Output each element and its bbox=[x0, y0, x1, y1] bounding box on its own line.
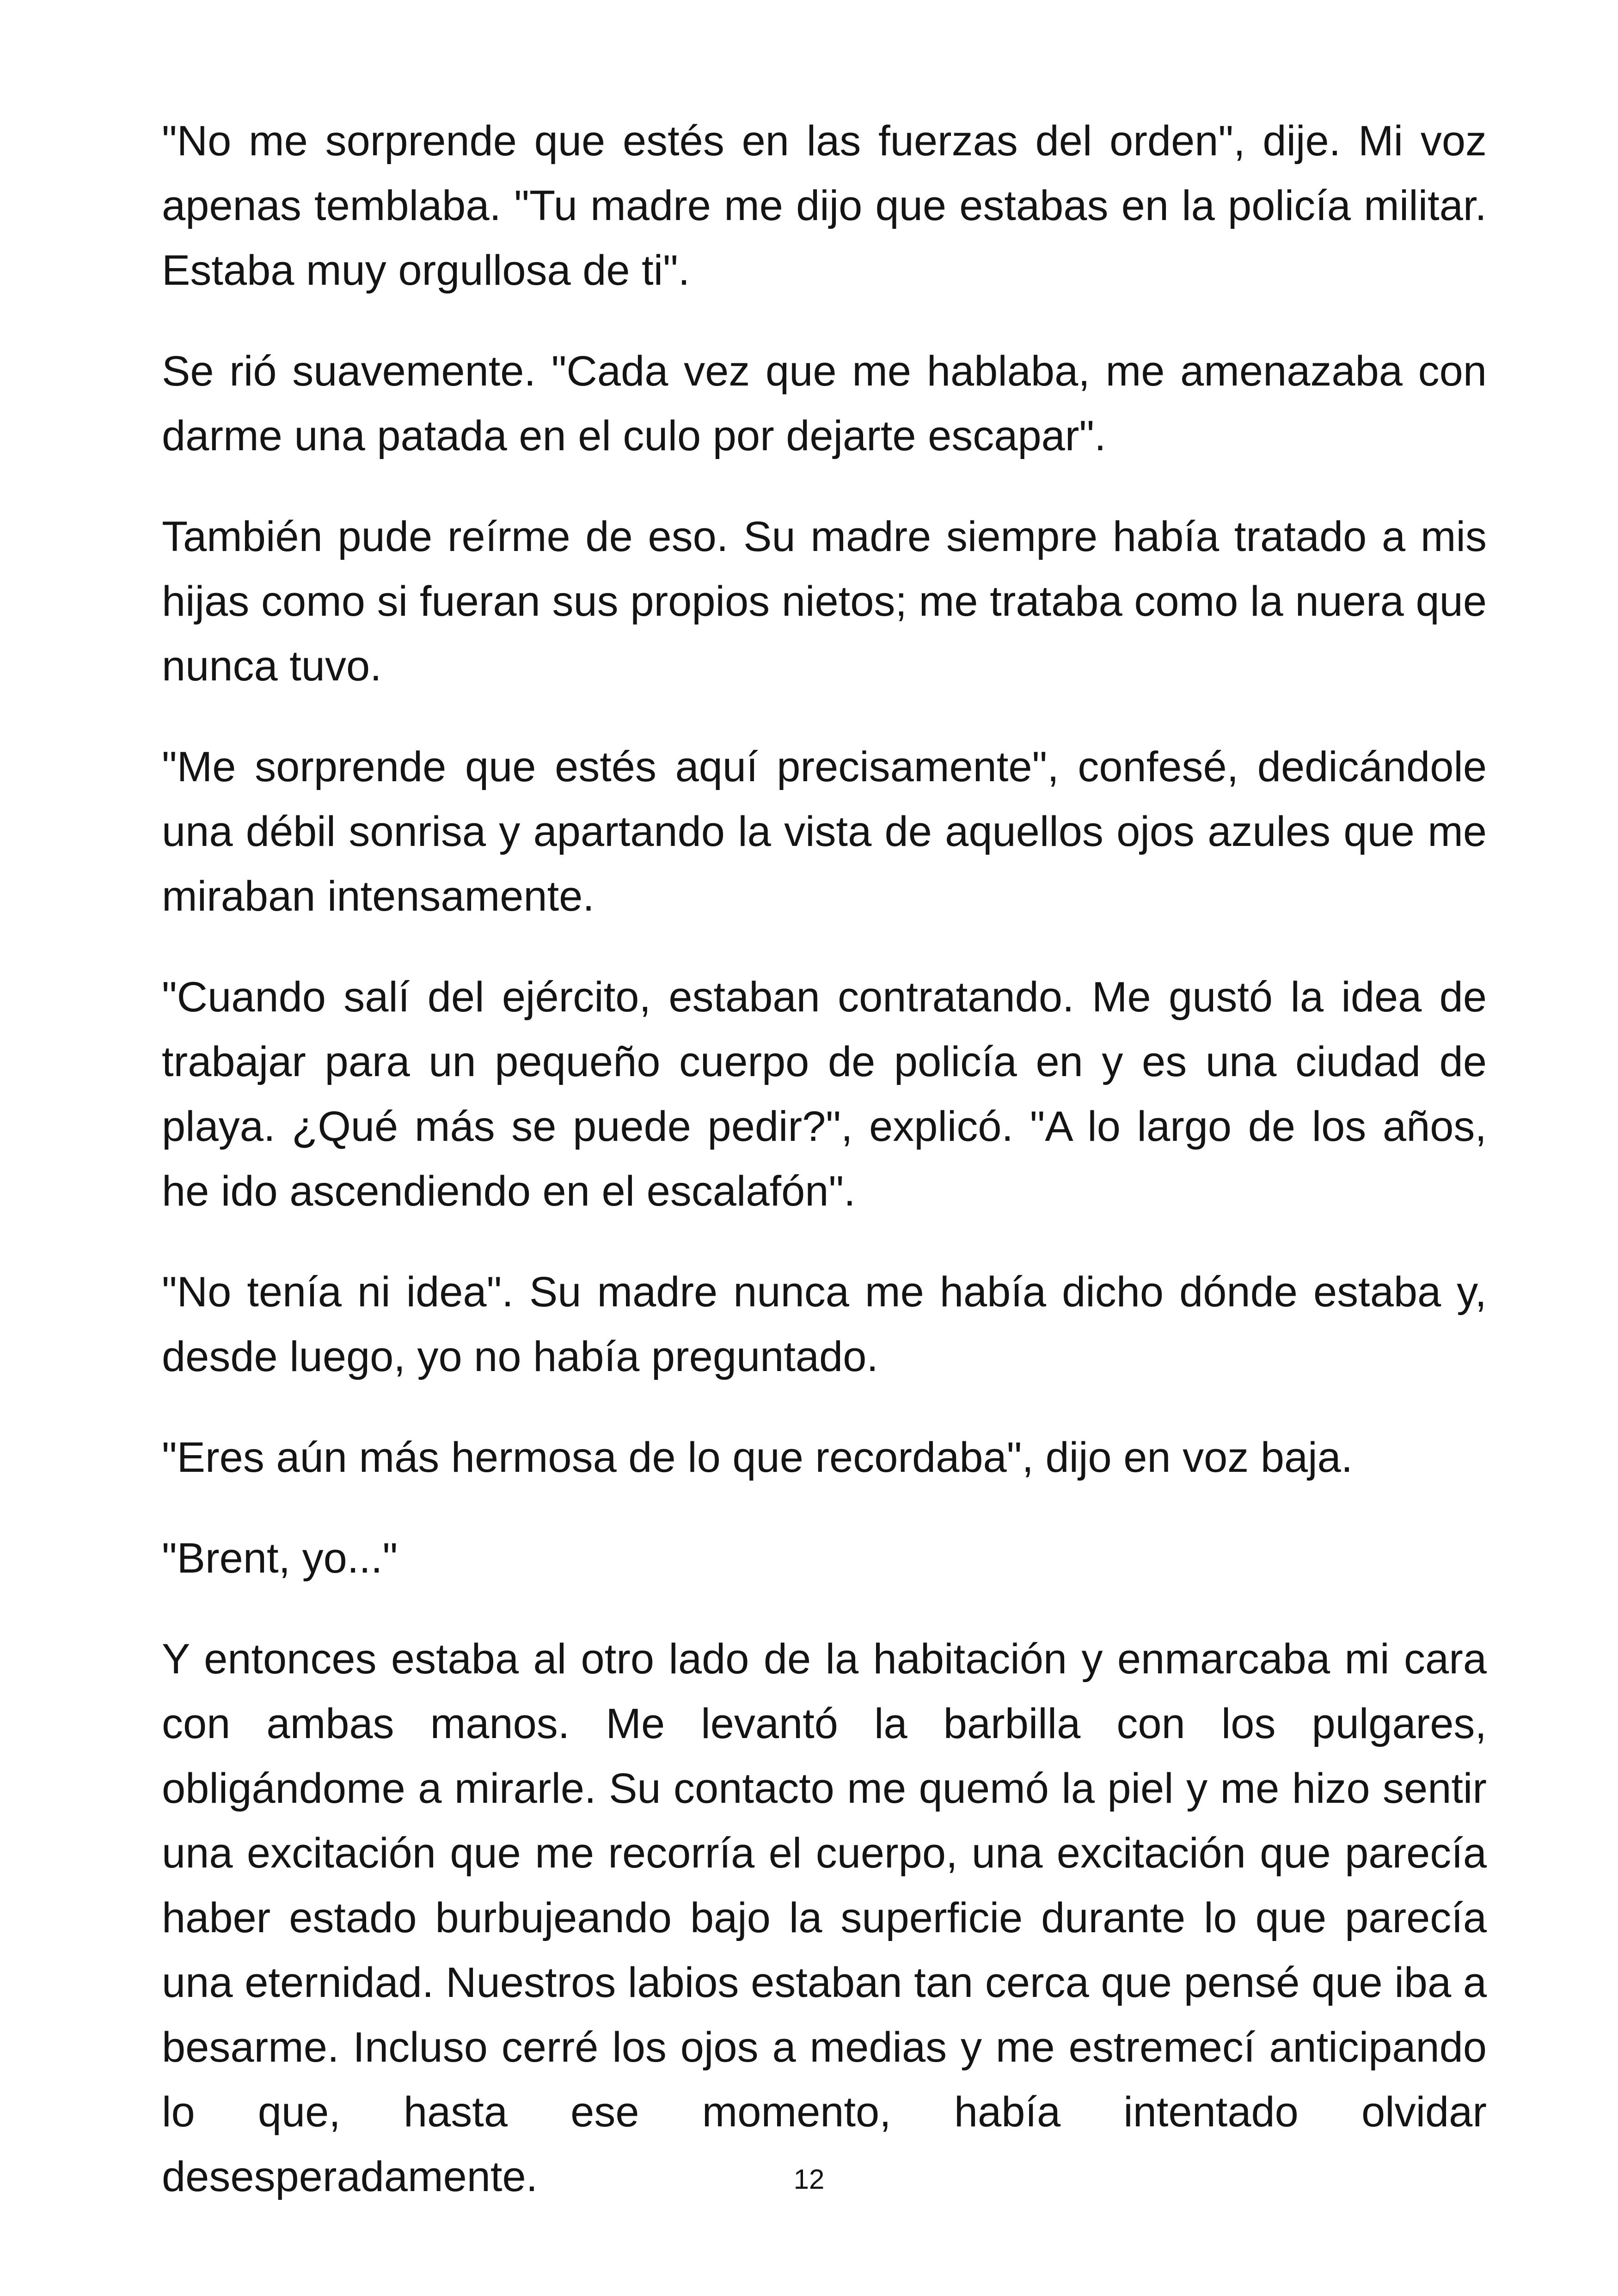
paragraph-8: "Brent, yo..." bbox=[162, 1535, 398, 1582]
page-number: 12 bbox=[793, 2164, 825, 2195]
body-text bbox=[162, 109, 1487, 2245]
paragraph-1: "No me sorprende que estés en las fuerzas del orden", dije. Mi voz apenas temblaba. "Tu madre me dijo que estabas en la policía militar. Estaba muy orgullosa de ti". bbox=[162, 117, 1487, 294]
paragraph-2: Se rió suavemente. "Cada vez que me hablaba, me amenazaba con darme una patada en el culo por dejarte escapar". bbox=[162, 348, 1487, 459]
paragraph-5: "Cuando salí del ejército, estaban contratando. Me gustó la idea de trabajar para un pequeño cuerpo de policía en y es una ciudad de playa. ¿Qué más se puede pedir?", explicó. "A lo largo de los años, he ido ascendiendo en el escalafón". bbox=[162, 974, 1487, 1215]
paragraph-7: "Eres aún más hermosa de lo que recordaba", dijo en voz baja. bbox=[162, 1434, 1353, 1481]
paragraph-4: "Me sorprende que estés aquí precisamente", confesé, dedicándole una débil sonrisa y apartando la vista de aquellos ojos azules que me miraban intensamente. bbox=[162, 743, 1487, 920]
paragraph-6: "No tenía ni idea". Su madre nunca me había dicho dónde estaba y, desde luego, yo no había preguntado. bbox=[162, 1268, 1487, 1380]
paragraph-3: También pude reírme de eso. Su madre siempre había tratado a mis hijas como si fueran sus propios nietos; me trataba como la nuera que nunca tuvo. bbox=[162, 513, 1487, 690]
paragraph-9: Y entonces estaba al otro lado de la habitación y enmarcaba mi cara con ambas manos. Me levantó la barbilla con los pulgares, obligándome a mirarle. Su contacto me quemó la piel y me hizo sentir una excitación que me recorría el cuerpo, una excitación que parecía haber estado burbujeando bajo la superficie durante lo que parecía una eternidad. Nuestros labios estaban tan cerca que pensé que iba a besarme. Incluso cerré los ojos a medias y me estremecí anticipando lo que, hasta ese momento, había intentado olvidar desesperadamente. bbox=[162, 1635, 1487, 2200]
